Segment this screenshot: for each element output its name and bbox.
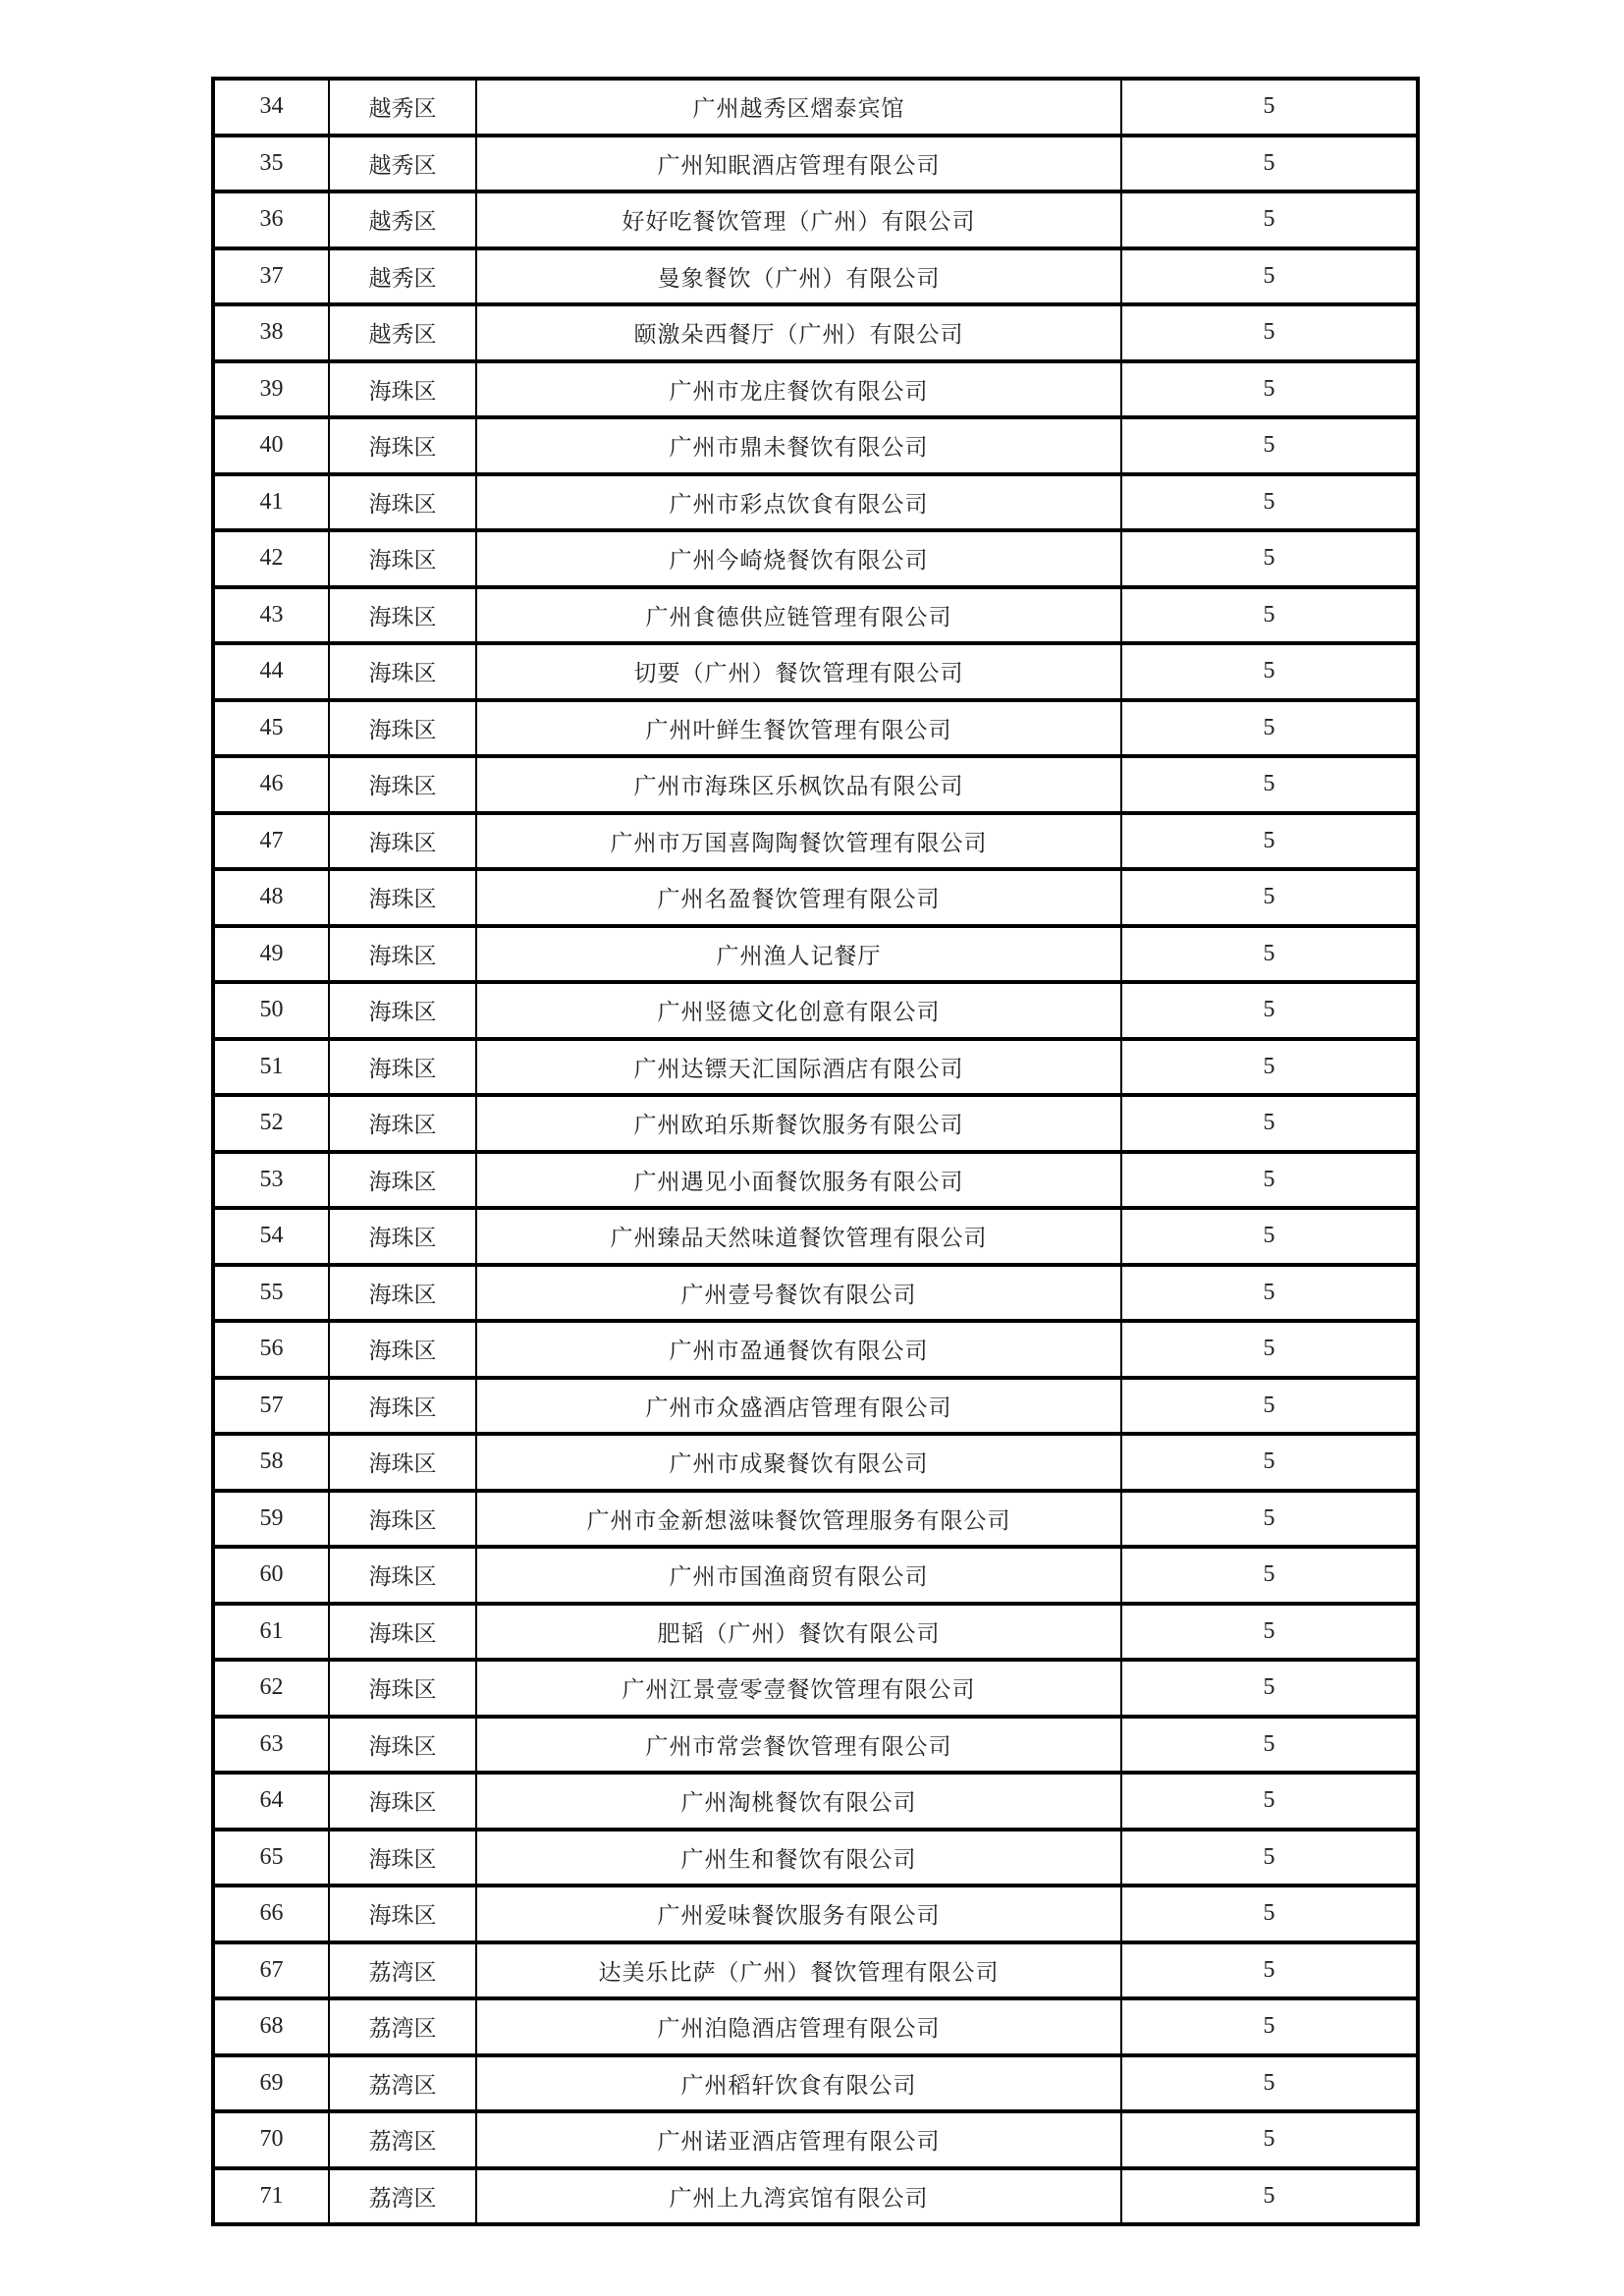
row-number: 61 <box>213 1604 329 1661</box>
row-number: 36 <box>213 191 329 248</box>
score-cell: 5 <box>1121 643 1418 700</box>
score-cell: 5 <box>1121 361 1418 418</box>
company-name-cell: 广州市金新想滋味餐饮管理服务有限公司 <box>476 1491 1121 1548</box>
score-cell: 5 <box>1121 530 1418 587</box>
company-name-cell: 广州达镖天汇国际酒店有限公司 <box>476 1039 1121 1096</box>
company-name-cell: 广州市常尝餐饮管理有限公司 <box>476 1717 1121 1774</box>
table-row <box>213 1717 1418 1774</box>
score-cell: 5 <box>1121 474 1418 531</box>
district-cell: 海珠区 <box>329 926 476 983</box>
table-row <box>213 1830 1418 1886</box>
table-row <box>213 1378 1418 1435</box>
row-number: 64 <box>213 1773 329 1830</box>
table-row <box>213 869 1418 926</box>
score-cell: 5 <box>1121 1886 1418 1942</box>
row-number: 58 <box>213 1434 329 1491</box>
table-row <box>213 79 1418 136</box>
company-name-cell: 广州市海珠区乐枫饮品有限公司 <box>476 756 1121 813</box>
company-name-cell: 广州爱味餐饮服务有限公司 <box>476 1886 1121 1942</box>
score-cell: 5 <box>1121 1660 1418 1717</box>
company-name-cell: 广州诺亚酒店管理有限公司 <box>476 2111 1121 2168</box>
table-row <box>213 1660 1418 1717</box>
table-row <box>213 1095 1418 1152</box>
score-cell: 5 <box>1121 2168 1418 2225</box>
table-row <box>213 1773 1418 1830</box>
district-cell: 越秀区 <box>329 248 476 305</box>
district-cell: 海珠区 <box>329 361 476 418</box>
company-name-cell: 广州淘桃餐饮有限公司 <box>476 1773 1121 1830</box>
row-number: 46 <box>213 756 329 813</box>
district-cell: 越秀区 <box>329 136 476 192</box>
row-number: 63 <box>213 1717 329 1774</box>
district-cell: 海珠区 <box>329 530 476 587</box>
row-number: 49 <box>213 926 329 983</box>
row-number: 53 <box>213 1152 329 1209</box>
district-cell: 海珠区 <box>329 756 476 813</box>
company-name-cell: 广州欧珀乐斯餐饮服务有限公司 <box>476 1095 1121 1152</box>
score-cell: 5 <box>1121 1830 1418 1886</box>
table-row <box>213 2111 1418 2168</box>
table-row <box>213 1604 1418 1661</box>
row-number: 59 <box>213 1491 329 1548</box>
row-number: 45 <box>213 700 329 757</box>
district-cell: 海珠区 <box>329 1095 476 1152</box>
district-cell: 海珠区 <box>329 1604 476 1661</box>
company-name-cell: 广州市龙庄餐饮有限公司 <box>476 361 1121 418</box>
district-cell: 海珠区 <box>329 1886 476 1942</box>
district-cell: 海珠区 <box>329 417 476 474</box>
row-number: 69 <box>213 2055 329 2112</box>
company-name-cell: 广州江景壹零壹餐饮管理有限公司 <box>476 1660 1121 1717</box>
district-cell: 海珠区 <box>329 1039 476 1096</box>
company-name-cell: 广州泊隐酒店管理有限公司 <box>476 1998 1121 2055</box>
company-name-cell: 广州壹号餐饮有限公司 <box>476 1265 1121 1322</box>
score-cell: 5 <box>1121 136 1418 192</box>
district-cell: 海珠区 <box>329 1434 476 1491</box>
company-name-cell: 广州上九湾宾馆有限公司 <box>476 2168 1121 2225</box>
district-cell: 海珠区 <box>329 982 476 1039</box>
row-number: 66 <box>213 1886 329 1942</box>
score-cell: 5 <box>1121 869 1418 926</box>
company-name-cell: 广州市彩点饮食有限公司 <box>476 474 1121 531</box>
score-cell: 5 <box>1121 1208 1418 1265</box>
row-number: 70 <box>213 2111 329 2168</box>
row-number: 52 <box>213 1095 329 1152</box>
company-name-cell: 达美乐比萨（广州）餐饮管理有限公司 <box>476 1942 1121 1999</box>
row-number: 55 <box>213 1265 329 1322</box>
table-row <box>213 982 1418 1039</box>
row-number: 43 <box>213 587 329 644</box>
table-row <box>213 1152 1418 1209</box>
row-number: 38 <box>213 304 329 361</box>
score-cell: 5 <box>1121 417 1418 474</box>
company-name-cell: 广州食德供应链管理有限公司 <box>476 587 1121 644</box>
score-cell: 5 <box>1121 304 1418 361</box>
score-cell: 5 <box>1121 2111 1418 2168</box>
row-number: 68 <box>213 1998 329 2055</box>
company-name-cell: 广州市国渔商贸有限公司 <box>476 1547 1121 1604</box>
company-name-cell: 广州生和餐饮有限公司 <box>476 1830 1121 1886</box>
score-cell: 5 <box>1121 2055 1418 2112</box>
district-cell: 海珠区 <box>329 1547 476 1604</box>
district-cell: 海珠区 <box>329 1660 476 1717</box>
score-cell: 5 <box>1121 1604 1418 1661</box>
row-number: 60 <box>213 1547 329 1604</box>
row-number: 40 <box>213 417 329 474</box>
score-cell: 5 <box>1121 926 1418 983</box>
table-row <box>213 926 1418 983</box>
company-name-cell: 广州市鼎未餐饮有限公司 <box>476 417 1121 474</box>
row-number: 56 <box>213 1321 329 1378</box>
company-name-cell: 广州知眠酒店管理有限公司 <box>476 136 1121 192</box>
score-cell: 5 <box>1121 1773 1418 1830</box>
score-cell: 5 <box>1121 191 1418 248</box>
table-row <box>213 1321 1418 1378</box>
table-row <box>213 1942 1418 1999</box>
district-cell: 荔湾区 <box>329 1998 476 2055</box>
score-cell: 5 <box>1121 982 1418 1039</box>
score-cell: 5 <box>1121 1547 1418 1604</box>
company-name-cell: 广州市盈通餐饮有限公司 <box>476 1321 1121 1378</box>
company-name-cell: 广州渔人记餐厅 <box>476 926 1121 983</box>
table-row <box>213 813 1418 870</box>
district-cell: 荔湾区 <box>329 2111 476 2168</box>
company-name-cell: 广州今崎烧餐饮有限公司 <box>476 530 1121 587</box>
table-row <box>213 136 1418 192</box>
company-name-cell: 广州市成聚餐饮有限公司 <box>476 1434 1121 1491</box>
row-number: 47 <box>213 813 329 870</box>
table-row <box>213 248 1418 305</box>
district-cell: 海珠区 <box>329 643 476 700</box>
district-cell: 越秀区 <box>329 191 476 248</box>
company-name-cell: 广州臻品天然味道餐饮管理有限公司 <box>476 1208 1121 1265</box>
district-cell: 海珠区 <box>329 1208 476 1265</box>
row-number: 48 <box>213 869 329 926</box>
table-row <box>213 304 1418 361</box>
company-name-cell: 广州越秀区熠泰宾馆 <box>476 79 1121 136</box>
district-cell: 海珠区 <box>329 587 476 644</box>
score-cell: 5 <box>1121 1321 1418 1378</box>
district-cell: 荔湾区 <box>329 2168 476 2225</box>
row-number: 35 <box>213 136 329 192</box>
district-cell: 海珠区 <box>329 1152 476 1209</box>
table-row <box>213 191 1418 248</box>
score-cell: 5 <box>1121 756 1418 813</box>
row-number: 44 <box>213 643 329 700</box>
district-cell: 荔湾区 <box>329 1942 476 1999</box>
score-cell: 5 <box>1121 1095 1418 1152</box>
score-cell: 5 <box>1121 79 1418 136</box>
district-cell: 越秀区 <box>329 304 476 361</box>
row-number: 37 <box>213 248 329 305</box>
company-name-cell: 切要（广州）餐饮管理有限公司 <box>476 643 1121 700</box>
row-number: 39 <box>213 361 329 418</box>
district-cell: 海珠区 <box>329 1491 476 1548</box>
district-cell: 海珠区 <box>329 1830 476 1886</box>
table-row <box>213 1886 1418 1942</box>
district-cell: 越秀区 <box>329 79 476 136</box>
table-row <box>213 1265 1418 1322</box>
table-row <box>213 643 1418 700</box>
company-name-cell: 广州叶鲜生餐饮管理有限公司 <box>476 700 1121 757</box>
score-cell: 5 <box>1121 1152 1418 1209</box>
district-cell: 荔湾区 <box>329 2055 476 2112</box>
table-row <box>213 2168 1418 2225</box>
score-cell: 5 <box>1121 1265 1418 1322</box>
district-cell: 海珠区 <box>329 813 476 870</box>
enterprise-table <box>211 77 1420 2226</box>
district-cell: 海珠区 <box>329 1717 476 1774</box>
district-cell: 海珠区 <box>329 1321 476 1378</box>
company-name-cell: 广州市众盛酒店管理有限公司 <box>476 1378 1121 1435</box>
row-number: 34 <box>213 79 329 136</box>
district-cell: 海珠区 <box>329 1378 476 1435</box>
table-row <box>213 1998 1418 2055</box>
table-row <box>213 756 1418 813</box>
row-number: 65 <box>213 1830 329 1886</box>
company-name-cell: 广州市万国喜陶陶餐饮管理有限公司 <box>476 813 1121 870</box>
row-number: 57 <box>213 1378 329 1435</box>
row-number: 62 <box>213 1660 329 1717</box>
table-row <box>213 474 1418 531</box>
company-name-cell: 好好吃餐饮管理（广州）有限公司 <box>476 191 1121 248</box>
company-name-cell: 颐激朵西餐厅（广州）有限公司 <box>476 304 1121 361</box>
company-name-cell: 肥韬（广州）餐饮有限公司 <box>476 1604 1121 1661</box>
district-cell: 海珠区 <box>329 474 476 531</box>
score-cell: 5 <box>1121 1039 1418 1096</box>
score-cell: 5 <box>1121 1491 1418 1548</box>
row-number: 67 <box>213 1942 329 1999</box>
score-cell: 5 <box>1121 1717 1418 1774</box>
table-row <box>213 530 1418 587</box>
company-name-cell: 曼象餐饮（广州）有限公司 <box>476 248 1121 305</box>
company-name-cell: 广州名盈餐饮管理有限公司 <box>476 869 1121 926</box>
table-row <box>213 1208 1418 1265</box>
score-cell: 5 <box>1121 1998 1418 2055</box>
district-cell: 海珠区 <box>329 1773 476 1830</box>
district-cell: 海珠区 <box>329 869 476 926</box>
company-name-cell: 广州稻轩饮食有限公司 <box>476 2055 1121 2112</box>
table-row <box>213 1547 1418 1604</box>
table-row <box>213 1039 1418 1096</box>
table-row <box>213 700 1418 757</box>
table-row <box>213 417 1418 474</box>
row-number: 50 <box>213 982 329 1039</box>
score-cell: 5 <box>1121 813 1418 870</box>
table-body <box>213 79 1418 2224</box>
table-row <box>213 361 1418 418</box>
score-cell: 5 <box>1121 1378 1418 1435</box>
row-number: 51 <box>213 1039 329 1096</box>
row-number: 42 <box>213 530 329 587</box>
row-number: 71 <box>213 2168 329 2225</box>
row-number: 41 <box>213 474 329 531</box>
score-cell: 5 <box>1121 587 1418 644</box>
score-cell: 5 <box>1121 700 1418 757</box>
score-cell: 5 <box>1121 1942 1418 1999</box>
table-row <box>213 587 1418 644</box>
district-cell: 海珠区 <box>329 1265 476 1322</box>
table-row <box>213 1434 1418 1491</box>
company-name-cell: 广州遇见小面餐饮服务有限公司 <box>476 1152 1121 1209</box>
table-row <box>213 2055 1418 2112</box>
company-name-cell: 广州竖德文化创意有限公司 <box>476 982 1121 1039</box>
row-number: 54 <box>213 1208 329 1265</box>
score-cell: 5 <box>1121 1434 1418 1491</box>
district-cell: 海珠区 <box>329 700 476 757</box>
table-row <box>213 1491 1418 1548</box>
score-cell: 5 <box>1121 248 1418 305</box>
